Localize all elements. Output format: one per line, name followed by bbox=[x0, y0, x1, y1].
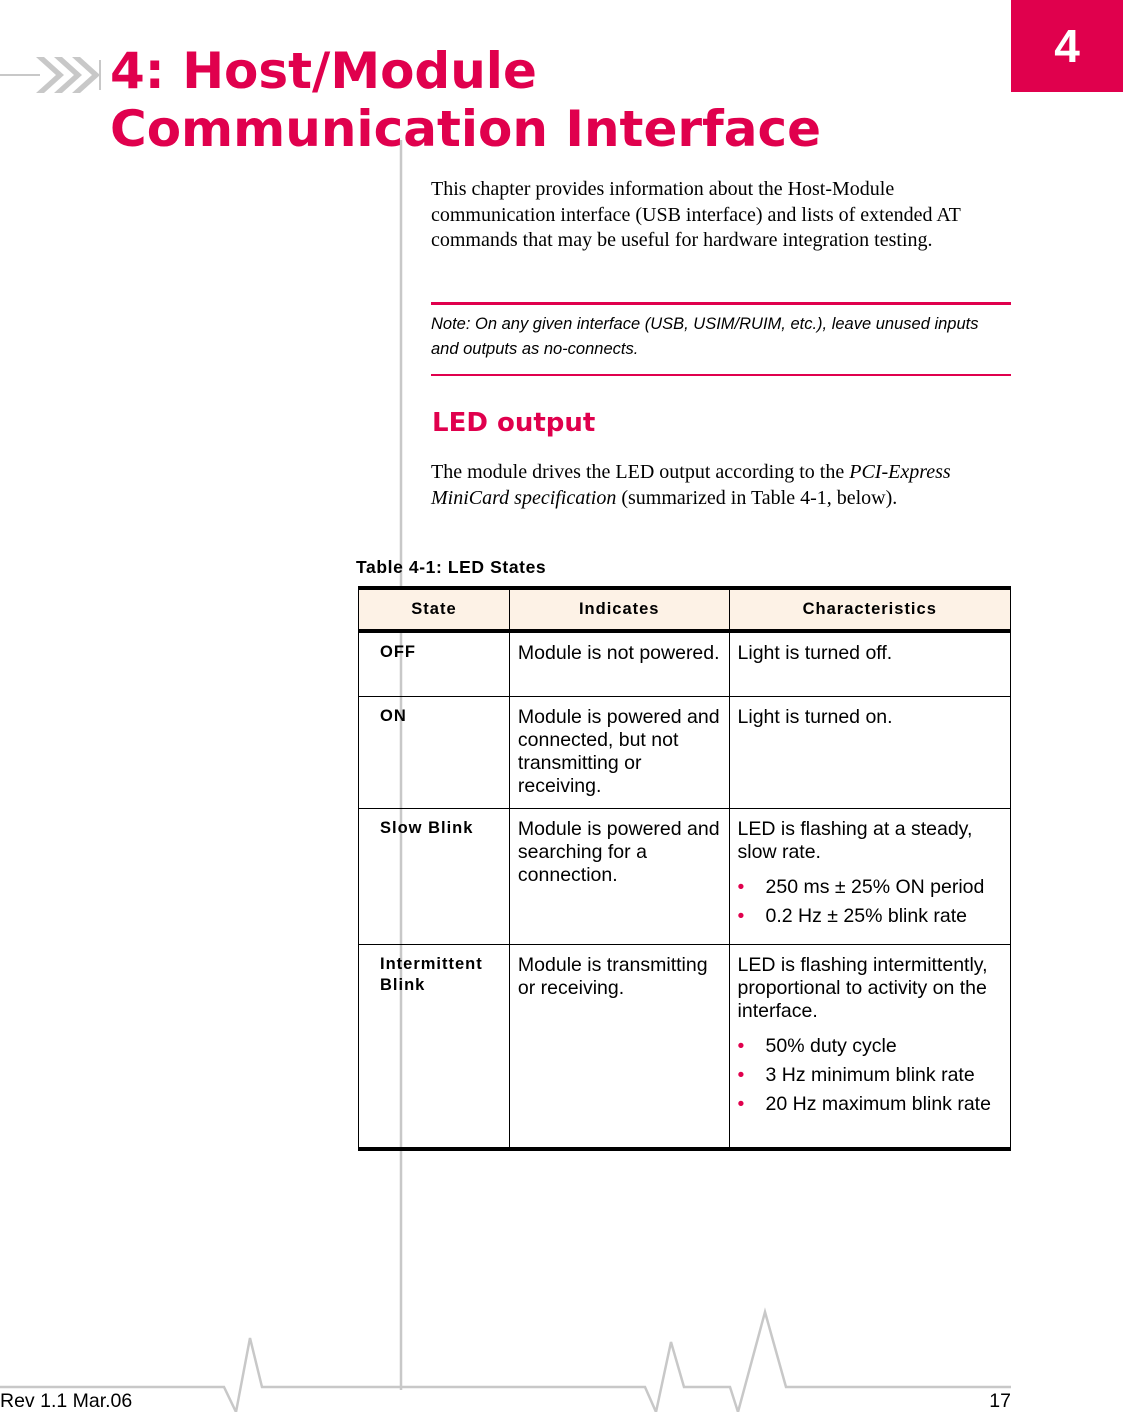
list-item bbox=[738, 1093, 1002, 1116]
spec-reference: PCI-Express MiniCard specification bbox=[431, 461, 951, 509]
characteristics-text: LED is flashing at a steady, slow rate. bbox=[737, 817, 973, 863]
characteristics-text: Light is turned off. bbox=[737, 642, 893, 664]
led-body-pre: The module drives the LED output according to the bbox=[431, 461, 850, 483]
led-section-paragraph bbox=[431, 460, 971, 511]
table-row bbox=[359, 696, 1011, 808]
bullet-icon: • bbox=[737, 1092, 745, 1115]
state-cell: ON bbox=[359, 696, 510, 808]
note-bottom-rule bbox=[431, 374, 1011, 376]
bullet-text: 50% duty cycle bbox=[765, 1034, 897, 1057]
state-cell: Intermittent Blink bbox=[359, 944, 510, 1149]
footer-page-number: 17 bbox=[989, 1390, 1011, 1412]
bullet-list bbox=[738, 1035, 1002, 1116]
bullet-icon: • bbox=[737, 904, 745, 927]
bullet-text: 20 Hz maximum blink rate bbox=[765, 1092, 991, 1115]
column-header-characteristics: Characteristics bbox=[729, 588, 1010, 631]
indicates-cell: Module is not powered. bbox=[509, 631, 729, 696]
characteristics-text: Light is turned on. bbox=[737, 705, 893, 728]
led-states-table bbox=[358, 586, 1011, 1151]
state-cell: OFF bbox=[359, 631, 510, 696]
bullet-text: 250 ms ± 25% ON period bbox=[765, 875, 985, 898]
bullet-list bbox=[738, 876, 1002, 928]
list-item bbox=[738, 1064, 1002, 1087]
table-row bbox=[359, 808, 1011, 944]
table-caption: Table 4-1: LED States bbox=[356, 557, 547, 577]
indicates-cell: Module is powered and searching for a connection. bbox=[509, 808, 729, 944]
bullet-text: 0.2 Hz ± 25% blink rate bbox=[765, 904, 967, 927]
led-body-post: (summarized in Table 4-1, below). bbox=[616, 486, 898, 509]
list-item bbox=[738, 876, 1002, 899]
characteristics-cell bbox=[729, 944, 1010, 1149]
table-row bbox=[359, 631, 1011, 696]
section-heading-led-output: LED output bbox=[432, 408, 596, 438]
indicates-cell: Module is transmitting or receiving. bbox=[509, 944, 729, 1149]
list-item bbox=[738, 905, 1002, 928]
bullet-text: 3 Hz minimum blink rate bbox=[765, 1063, 975, 1086]
characteristics-cell bbox=[729, 631, 1010, 696]
bullet-icon: • bbox=[737, 1063, 745, 1086]
chapter-number-tab: 4 bbox=[1011, 0, 1123, 92]
characteristics-text: LED is flashing intermittently, proportional to activity on the interface. bbox=[737, 953, 988, 1022]
list-item bbox=[738, 1035, 1002, 1058]
heartbeat-waveform bbox=[236, 1312, 1011, 1412]
indicates-cell: Module is powered and connected, but not transmitting or receiving. bbox=[509, 696, 729, 808]
footer-revision: Rev 1.1 Mar.06 bbox=[0, 1390, 133, 1412]
column-header-state: State bbox=[359, 588, 510, 631]
intro-paragraph: This chapter provides information about the Host-Module communication interface (USB interface) and lists of extended AT commands that may be useful for hardware integration testing. bbox=[431, 178, 961, 251]
note-text: Note: On any given interface (USB, USIM/RUIM, etc.), leave unused inputs and outputs as no-connects. bbox=[431, 315, 979, 358]
characteristics-cell bbox=[729, 808, 1010, 944]
bullet-icon: • bbox=[737, 875, 745, 898]
column-header-indicates: Indicates bbox=[509, 588, 729, 631]
bullet-icon: • bbox=[737, 1034, 745, 1057]
note-top-rule bbox=[431, 302, 1011, 305]
characteristics-cell bbox=[729, 696, 1010, 808]
chevron-arrows-icon bbox=[36, 57, 100, 93]
state-cell: Slow Blink bbox=[359, 808, 510, 944]
chapter-title: 4: Host/Module Communication Interface bbox=[110, 42, 822, 158]
table-header-row bbox=[359, 588, 1011, 631]
table-row bbox=[359, 944, 1011, 1149]
